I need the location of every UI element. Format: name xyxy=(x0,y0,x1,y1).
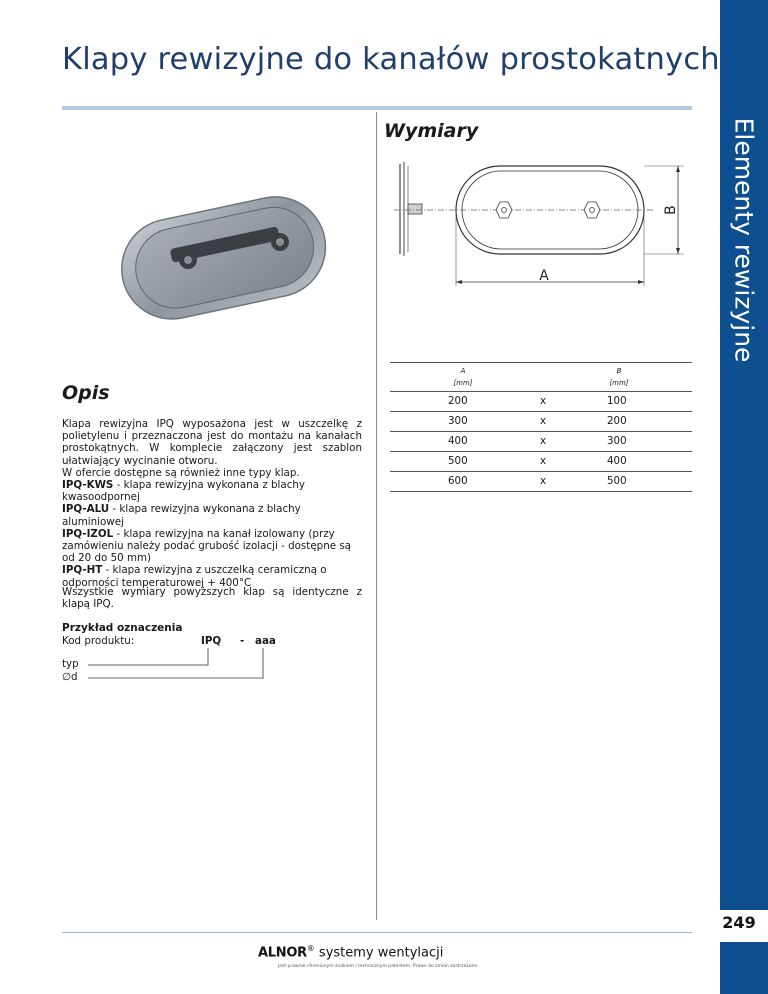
column-divider xyxy=(376,112,377,920)
cell-x: x xyxy=(540,435,547,447)
variant-code: IPQ-KWS xyxy=(62,479,114,492)
variant-code: IPQ-ALU xyxy=(62,503,110,516)
example-code-label: Kod produktu: xyxy=(62,635,135,647)
description-heading: Opis xyxy=(62,382,110,404)
table-row xyxy=(390,412,692,432)
technical-drawing xyxy=(392,158,692,290)
cell-x: x xyxy=(540,475,547,487)
variant-item xyxy=(62,479,362,503)
table-row xyxy=(390,472,692,492)
cell-b: 400 xyxy=(607,455,627,467)
title-rule xyxy=(62,106,692,110)
variant-text: - klapa rewizyjna wykonana z blachy aluminiowej xyxy=(62,503,301,528)
table-row xyxy=(390,452,692,472)
dim-label-a: A xyxy=(539,268,549,284)
dimensions-heading: Wymiary xyxy=(384,120,479,142)
cell-x: x xyxy=(540,395,547,407)
example-code-size: aaa xyxy=(255,635,276,647)
footer-rule xyxy=(62,932,692,933)
header-a-unit: [mm] xyxy=(453,379,473,387)
cell-a: 200 xyxy=(448,395,468,407)
dim-label-b: B xyxy=(663,205,679,215)
cell-b: 500 xyxy=(607,475,627,487)
description-note: Wszystkie wymiary powyższych klap są identyczne z klapą IPQ. xyxy=(62,586,362,611)
dimensions-table xyxy=(390,362,692,492)
table-header xyxy=(390,362,692,392)
product-photo xyxy=(108,190,338,320)
legend-diameter: ∅d xyxy=(62,671,78,683)
example-code-dash: - xyxy=(240,635,245,647)
legend-connectors xyxy=(80,648,280,682)
brand-name: ALNOR xyxy=(258,945,307,961)
cell-a: 300 xyxy=(448,415,468,427)
cell-x: x xyxy=(540,415,547,427)
example-code-type: IPQ xyxy=(201,635,222,647)
legend-type: typ xyxy=(62,658,79,670)
variant-text: - klapa rewizyjna na kanał izolowany (przy zamówieniu należy podać grubość izolacji - dostępne są od 20 do 50 mm) xyxy=(62,527,351,565)
cell-b: 200 xyxy=(607,415,627,427)
cell-a: 400 xyxy=(448,435,468,447)
example-heading: Przykład oznaczenia xyxy=(62,622,183,634)
header-b: B xyxy=(616,367,622,375)
cell-b: 100 xyxy=(607,395,627,407)
table-row xyxy=(390,392,692,412)
header-a: A xyxy=(460,367,466,375)
page-title: Klapy rewizyjne do kanałów prostokatnych xyxy=(62,42,720,77)
cell-a: 600 xyxy=(448,475,468,487)
variant-code: IPQ-IZOL xyxy=(62,527,114,540)
footer-subtitle: jest prawnie chronionym znakiem i technicznym patentem. Prawo do zmian zastrzeżone. xyxy=(278,964,479,969)
variant-code: IPQ-HT xyxy=(62,564,103,577)
header-b-unit: [mm] xyxy=(609,379,629,387)
cell-x: x xyxy=(540,455,547,467)
cell-a: 500 xyxy=(448,455,468,467)
table-row xyxy=(390,432,692,452)
description-text xyxy=(62,418,362,589)
variant-item xyxy=(62,503,362,527)
description-intro: Klapa rewizyjna IPQ wyposażona jest w uszczelkę z polietylenu i przeznaczona jest do montażu na kanałach prostokątnych. W komplecie załączony jest szablon ułatwiający wycinanie otworu. xyxy=(62,418,362,467)
side-tab-label: Elementy rewizyjne xyxy=(729,117,759,363)
variant-text: - klapa rewizyjna wykonana z blachy kwasoodpornej xyxy=(62,479,305,504)
variant-item xyxy=(62,528,362,565)
description-other-types: W ofercie dostępne są również inne typy klap. xyxy=(62,466,300,479)
cell-b: 300 xyxy=(607,435,627,447)
footer-brand xyxy=(258,944,443,960)
brand-tagline: systemy wentylacji xyxy=(314,945,444,961)
variant-text: - klapa rewizyjna z uszczelką ceramiczną o odporności temperaturowej + 400°C xyxy=(62,564,327,589)
registered-mark: ® xyxy=(306,944,315,953)
page-number: 249 xyxy=(722,913,756,932)
